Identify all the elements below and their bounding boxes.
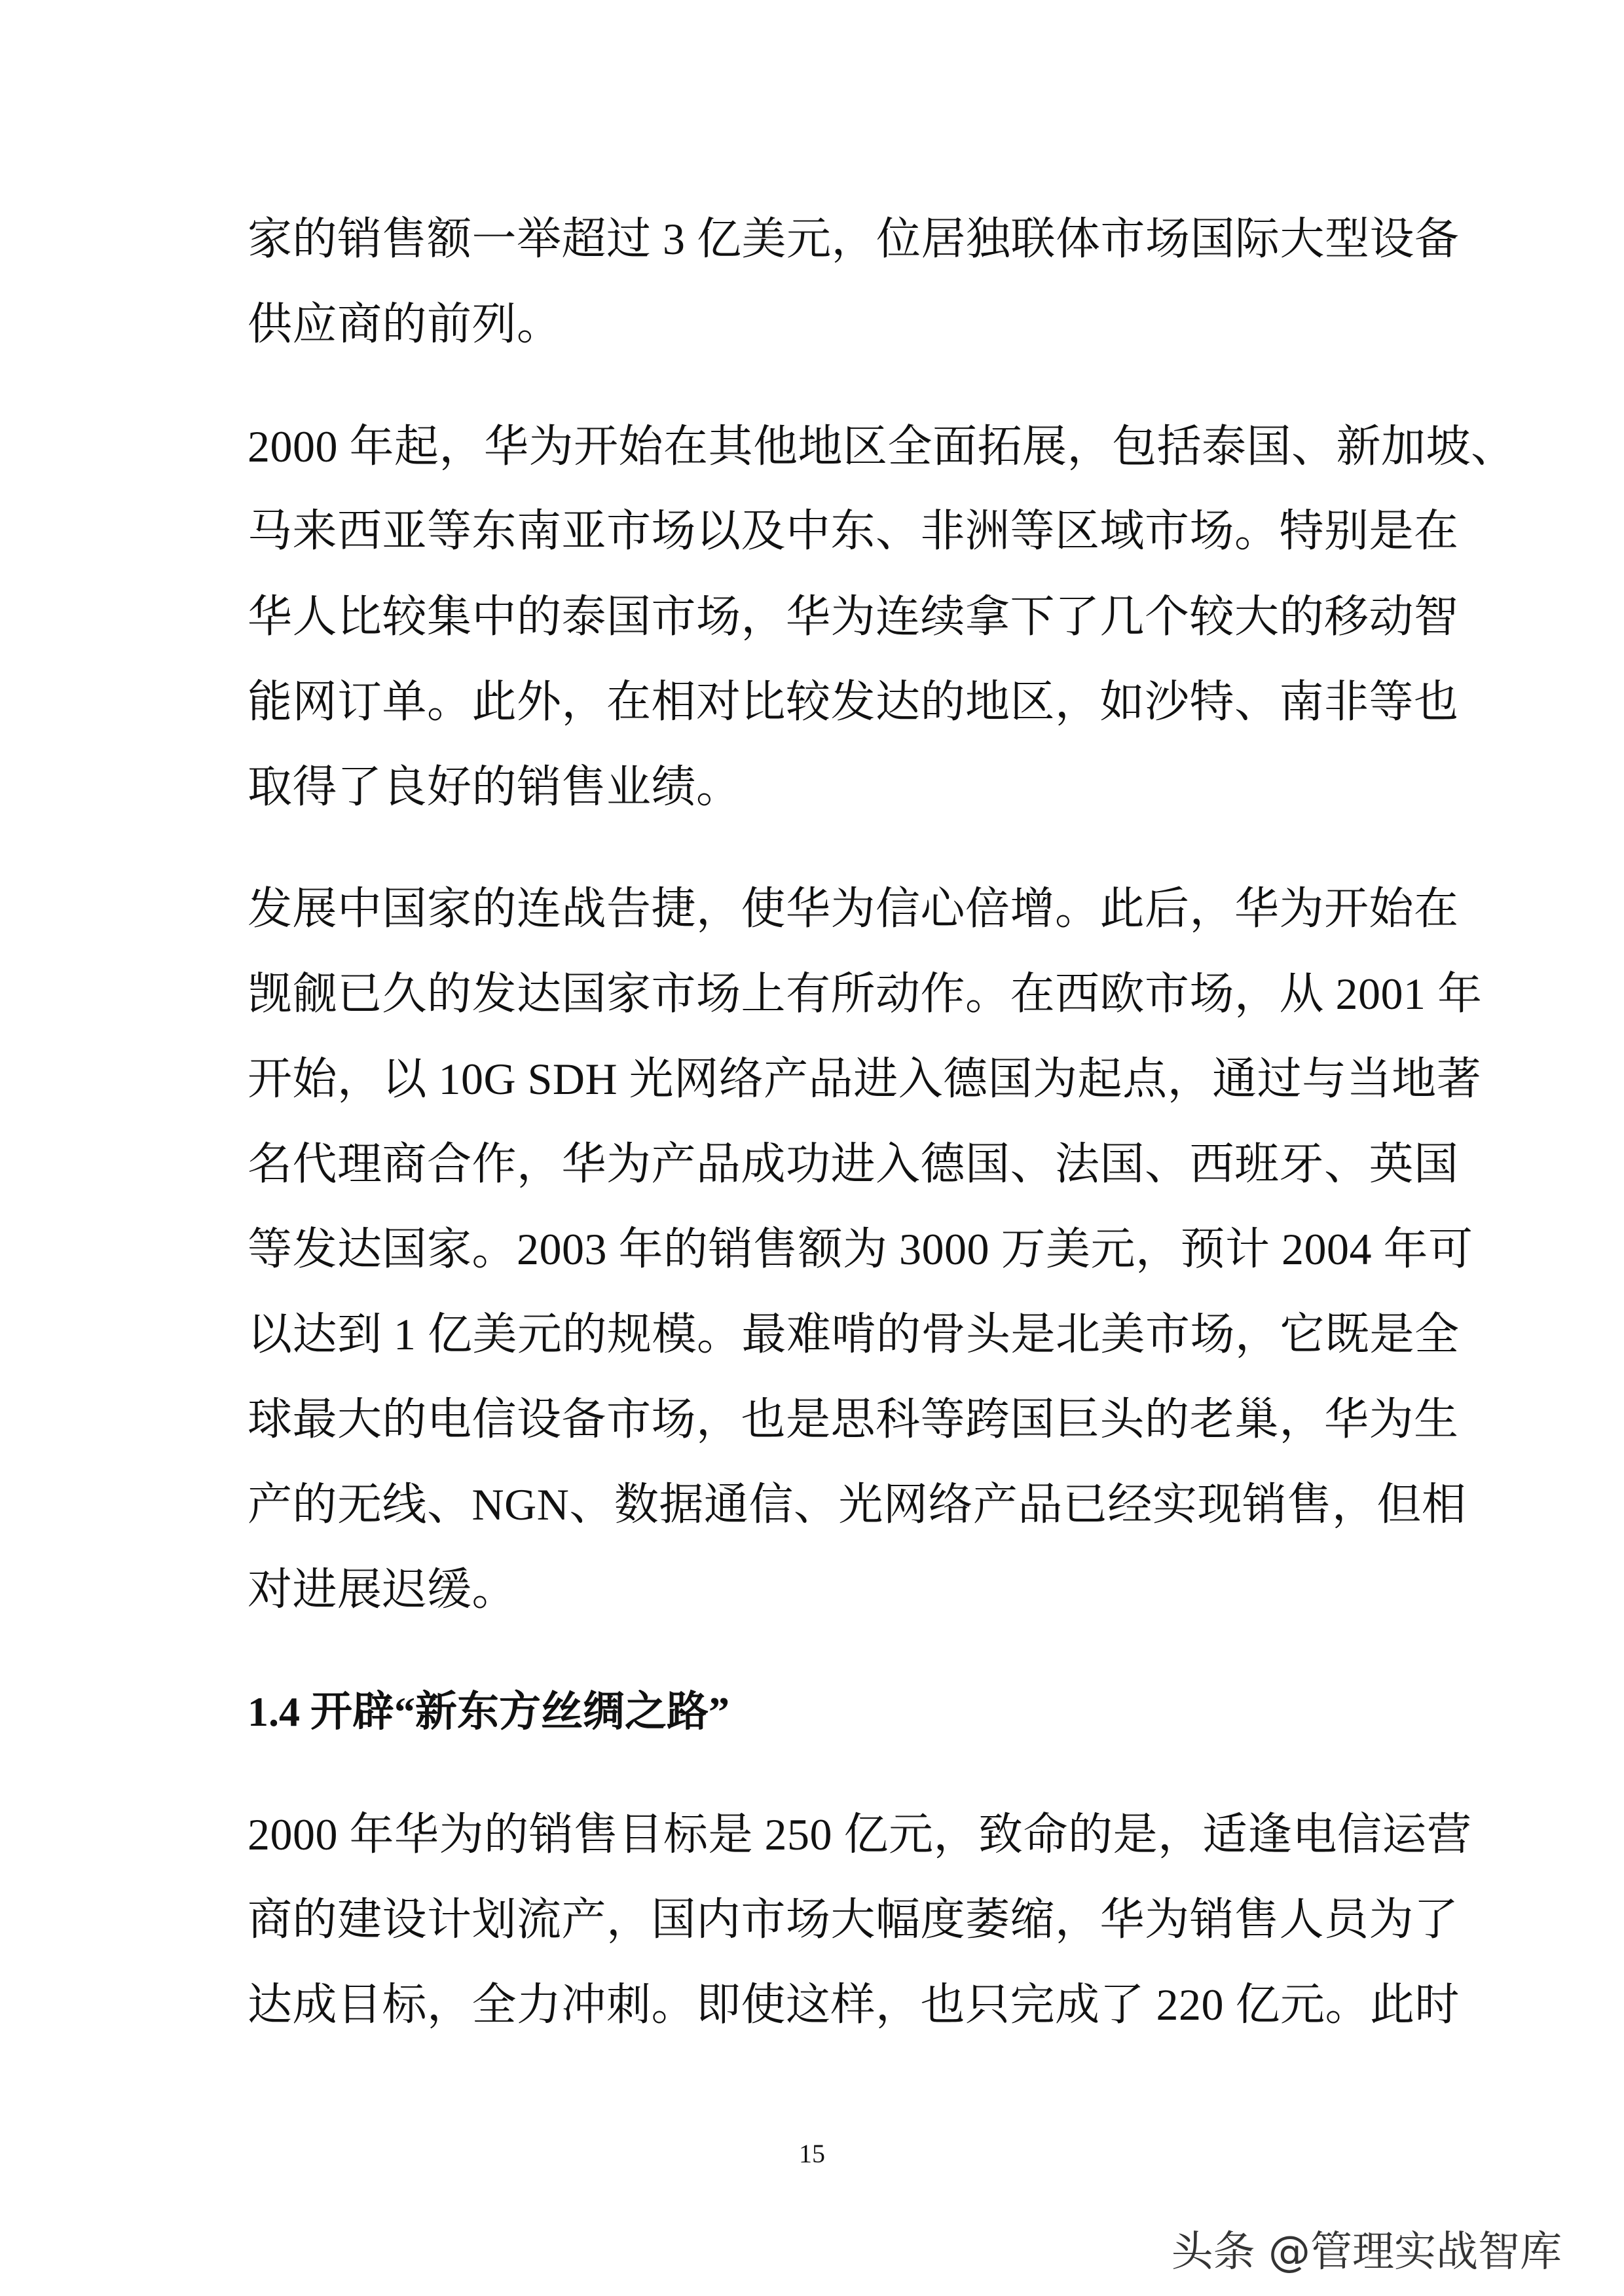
paragraph-3-line-7: 球最大的电信设备市场，也是思科等跨国巨头的老巢，华为生	[248, 1394, 1459, 1444]
paragraph-4-line-3: 达成目标，全力冲刺。即使这样，也只完成了 220 亿元。此时	[248, 1980, 1460, 2030]
section-heading: 1.4 开辟“新东方丝绸之路”	[248, 1688, 729, 1735]
paragraph-3-line-8: 产的无线、NGN、数据通信、光网络产品已经实现销售，但相	[248, 1480, 1467, 1529]
paragraph-4-line-1: 2000 年华为的销售目标是 250 亿元，致命的是，适逢电信运营	[248, 1810, 1472, 1859]
paragraph-2-line-5: 取得了良好的销售业绩。	[248, 762, 741, 812]
paragraph-3-line-9: 对进展迟缓。	[248, 1565, 517, 1614]
paragraph-2-line-2: 马来西亚等东南亚市场以及中东、非洲等区域市场。特别是在	[248, 506, 1459, 556]
paragraph-3-line-6: 以达到 1 亿美元的规模。最难啃的骨头是北美市场，它既是全	[248, 1309, 1460, 1359]
paragraph-3-line-4: 名代理商合作，华为产品成功进入德国、法国、西班牙、英国	[248, 1139, 1459, 1189]
paragraph-3-line-5: 等发达国家。2003 年的销售额为 3000 万美元，预计 2004 年可	[248, 1224, 1473, 1274]
source-watermark: 头条 @管理实战智库	[1171, 2228, 1562, 2276]
paragraph-1-line-1: 家的销售额一举超过 3 亿美元，位居独联体市场国际大型设备	[248, 214, 1460, 264]
paragraph-3-line-1: 发展中国家的连战告捷，使华为信心倍增。此后，华为开始在	[248, 884, 1459, 934]
page-number: 15	[799, 2139, 825, 2168]
paragraph-2-line-1: 2000 年起，华为开始在其他地区全面拓展，包括泰国、新加坡、	[248, 422, 1516, 471]
paragraph-4-line-2: 商的建设计划流产，国内市场大幅度萎缩，华为销售人员为了	[248, 1895, 1459, 1944]
paragraph-3-line-2: 觊觎已久的发达国家市场上有所动作。在西欧市场，从 2001 年	[248, 969, 1483, 1019]
paragraph-1-line-2: 供应商的前列。	[248, 299, 562, 349]
paragraph-3-line-3: 开始，以 10G SDH 光网络产品进入德国为起点，通过与当地著	[248, 1054, 1482, 1104]
paragraph-2-line-4: 能网订单。此外，在相对比较发达的地区，如沙特、南非等也	[248, 677, 1459, 727]
paragraph-2-line-3: 华人比较集中的泰国市场，华为连续拿下了几个较大的移动智	[248, 592, 1459, 642]
